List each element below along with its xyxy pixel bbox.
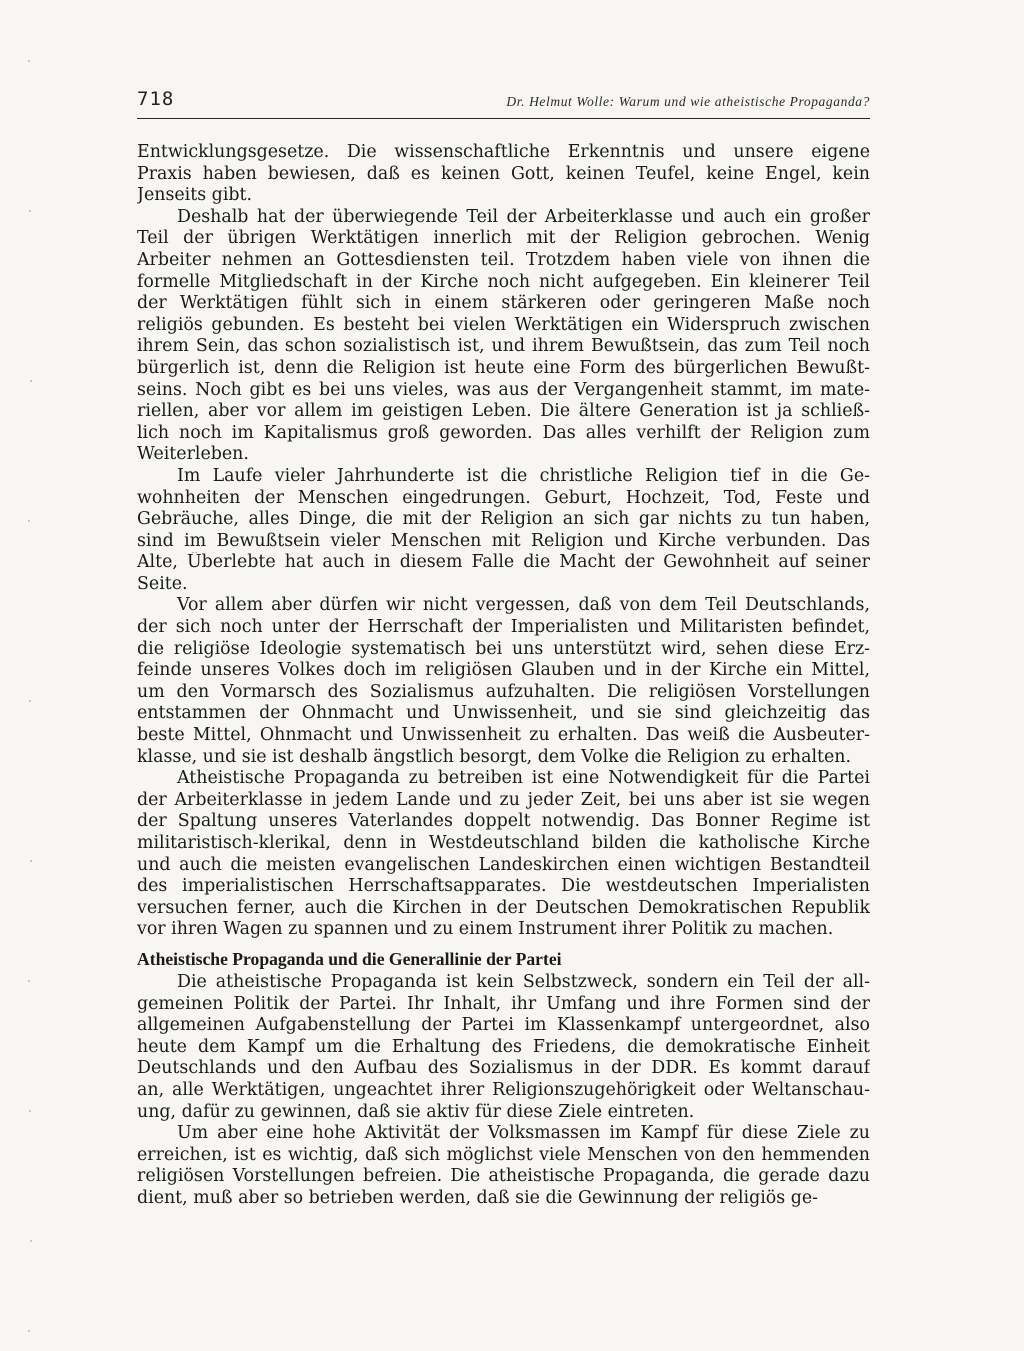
section-paragraph — [137, 972, 870, 1123]
text-line: Weiterleben. — [137, 444, 249, 465]
text-line: beste Mittel, Ohnmacht und Unwissenheit zu erhalten. Das weiß die Ausbeuter- — [137, 725, 870, 746]
text-line: seins. Noch gibt es bei uns vieles, was aus der Vergangenheit stammt, im mate- — [137, 379, 870, 400]
text-line: entstammen der Ohnmacht und Unwissenheit, und sie sind gleichzeitig das — [137, 703, 870, 724]
text-line: sind im Bewußtsein vieler Menschen mit Religion und Kirche verbunden. Das — [137, 530, 870, 551]
text-line: Atheistische Propaganda zu betreiben ist eine Notwendigkeit für die Partei — [177, 768, 870, 789]
text-line: ung, dafür zu gewinnen, daß sie aktiv für diese Ziele eintreten. — [137, 1101, 695, 1122]
text-line: an, alle Werktätigen, ungeachtet ihrer Religionszugehörigkeit oder Weltanschau- — [137, 1079, 870, 1100]
body-paragraph — [137, 595, 870, 768]
text-line: versuchen ferner, auch die Kirchen in der Deutschen Demokratischen Republik — [137, 897, 870, 918]
text-line: lich noch im Kapitalismus groß geworden. Das alles verhilft der Religion zum — [137, 422, 870, 443]
text-line: Jenseits gibt. — [137, 185, 253, 206]
text-line: klasse, und sie ist deshalb ängstlich besorgt, dem Volke die Religion zu erhalten. — [137, 746, 852, 767]
scan-margin-specks — [28, 0, 34, 1351]
text-line: allgemeinen Aufgabenstellung der Partei im Klassenkampf untergeordnet, also — [137, 1015, 870, 1036]
page-header — [137, 88, 870, 118]
text-line: Vor allem aber dürfen wir nicht vergessen, daß von dem Teil Deutschlands, — [177, 595, 870, 616]
scan-speck — [29, 1110, 31, 1112]
text-line: militaristisch-klerikal, denn in Westdeutschland bilden die katholische Kirche — [137, 833, 870, 853]
header-rule — [137, 118, 870, 119]
body-text — [137, 142, 870, 1210]
text-line: Deshalb hat der überwiegende Teil der Arbeiterklasse und auch ein großer — [177, 206, 870, 227]
text-line: erreichen, ist es wichtig, daß sich möglichst viele Menschen von den hemmenden — [137, 1144, 870, 1165]
text-line: Um aber eine hohe Aktivität der Volksmassen im Kampf für diese Ziele zu — [177, 1123, 870, 1144]
text-line: Die atheistische Propaganda ist kein Selbstzweck, sondern ein Teil der all- — [177, 971, 870, 992]
text-line: der Spaltung unseres Vaterlandes doppelt notwendig. Das Bonner Regime ist — [137, 811, 870, 832]
text-line: Praxis haben bewiesen, daß es keinen Gott, keinen Teufel, keine Engel, kein — [137, 163, 870, 184]
scan-speck — [30, 380, 32, 382]
text-line: Deutschlands und den Aufbau des Sozialismus in der DDR. Es kommt darauf — [137, 1058, 870, 1079]
section-paragraph — [137, 1123, 870, 1209]
text-line: Im Laufe vieler Jahrhunderte ist die christliche Religion tief in die Ge- — [177, 465, 870, 486]
body-paragraph — [137, 768, 870, 941]
scan-speck — [28, 1330, 30, 1332]
running-head: Dr. Helmut Wolle: Warum und wie atheistische Propaganda? — [506, 94, 870, 109]
text-line: dient, muß aber so betrieben werden, daß sie die Gewinnung der religiös ge- — [137, 1187, 818, 1208]
scan-speck — [30, 1240, 32, 1242]
text-line: der Arbeiterklasse in jedem Lande und zu jeder Zeit, bei uns aber ist sie wegen — [137, 789, 870, 810]
text-line: Teil der übrigen Werktätigen innerlich mit der Religion gebrochen. Wenig — [137, 228, 870, 249]
text-line: Seite. — [137, 573, 188, 594]
section-heading: Atheistische Propaganda und die Generallinie der Partei — [137, 948, 562, 969]
text-line: wohnheiten der Menschen eingedrungen. Geburt, Hochzeit, Tod, Feste und — [137, 487, 870, 508]
body-paragraph — [137, 466, 870, 596]
scan-speck — [29, 210, 31, 212]
text-line: vor ihren Wagen zu spannen und zu einem Instrument ihrer Politik zu machen. — [137, 919, 834, 940]
text-line: Alte, Überlebte hat auch in diesem Falle die Macht der Gewohnheit auf seiner — [137, 552, 870, 573]
text-line: ihrem Sein, das schon sozialistisch ist, und ihrem Bewußtsein, das zum Teil noch — [137, 336, 870, 357]
scan-speck — [28, 60, 30, 62]
page-number: 718 — [137, 88, 175, 110]
scan-speck — [29, 700, 31, 702]
text-line: der sich noch unter der Herrschaft der Imperialisten und Militaristen befindet, — [137, 617, 870, 638]
text-line: um den Vormarsch des Sozialismus aufzuhalten. Die religiösen Vorstellungen — [137, 681, 870, 702]
text-line: und auch die meisten evangelischen Landeskirchen einen wichtigen Bestandteil — [137, 854, 870, 875]
text-line: formelle Mitgliedschaft in der Kirche noch nicht aufgegeben. Ein kleinerer Teil — [137, 271, 870, 292]
body-paragraph — [137, 142, 870, 207]
text-line: die religiöse Ideologie systematisch bei uns unterstützt wird, sehen diese Erz- — [137, 638, 870, 659]
text-line: religiösen Vorstellungen befreien. Die atheistische Propaganda, die gerade dazu — [137, 1166, 870, 1187]
text-line: des imperialistischen Herrschaftsapparates. Die westdeutschen Imperialisten — [137, 876, 870, 897]
text-line: riellen, aber vor allem im geistigen Leben. Die ältere Generation ist ja schließ- — [137, 401, 870, 422]
text-line: gemeinen Politik der Partei. Ihr Inhalt, ihr Umfang und ihre Formen sind der — [137, 993, 870, 1014]
text-line: bürgerlich ist, denn die Religion ist heute eine Form des bürgerlichen Bewußt- — [137, 357, 870, 378]
scan-speck — [28, 980, 30, 982]
body-paragraph — [137, 207, 870, 466]
text-line: der Werktätigen fühlt sich in einem stärkeren oder geringeren Maße noch — [137, 293, 870, 314]
text-line: Arbeiter nehmen an Gottesdiensten teil. Trotzdem haben viele von ihnen die — [137, 249, 870, 270]
text-line: Gebräuche, alles Dinge, die mit der Religion an sich gar nichts zu tun haben, — [137, 509, 870, 530]
text-line: religiös gebunden. Es besteht bei vielen Werktätigen ein Widerspruch zwischen — [137, 314, 870, 335]
text-line: Entwicklungsgesetze. Die wissenschaftliche Erkenntnis und unsere eigene — [137, 142, 870, 162]
scan-speck — [30, 860, 32, 862]
text-line: feinde unseres Volkes doch im religiösen Glauben und in der Kirche ein Mittel, — [137, 660, 870, 681]
text-line: heute dem Kampf um die Erhaltung des Friedens, die demokratische Einheit — [137, 1036, 870, 1057]
scan-speck — [28, 520, 30, 522]
